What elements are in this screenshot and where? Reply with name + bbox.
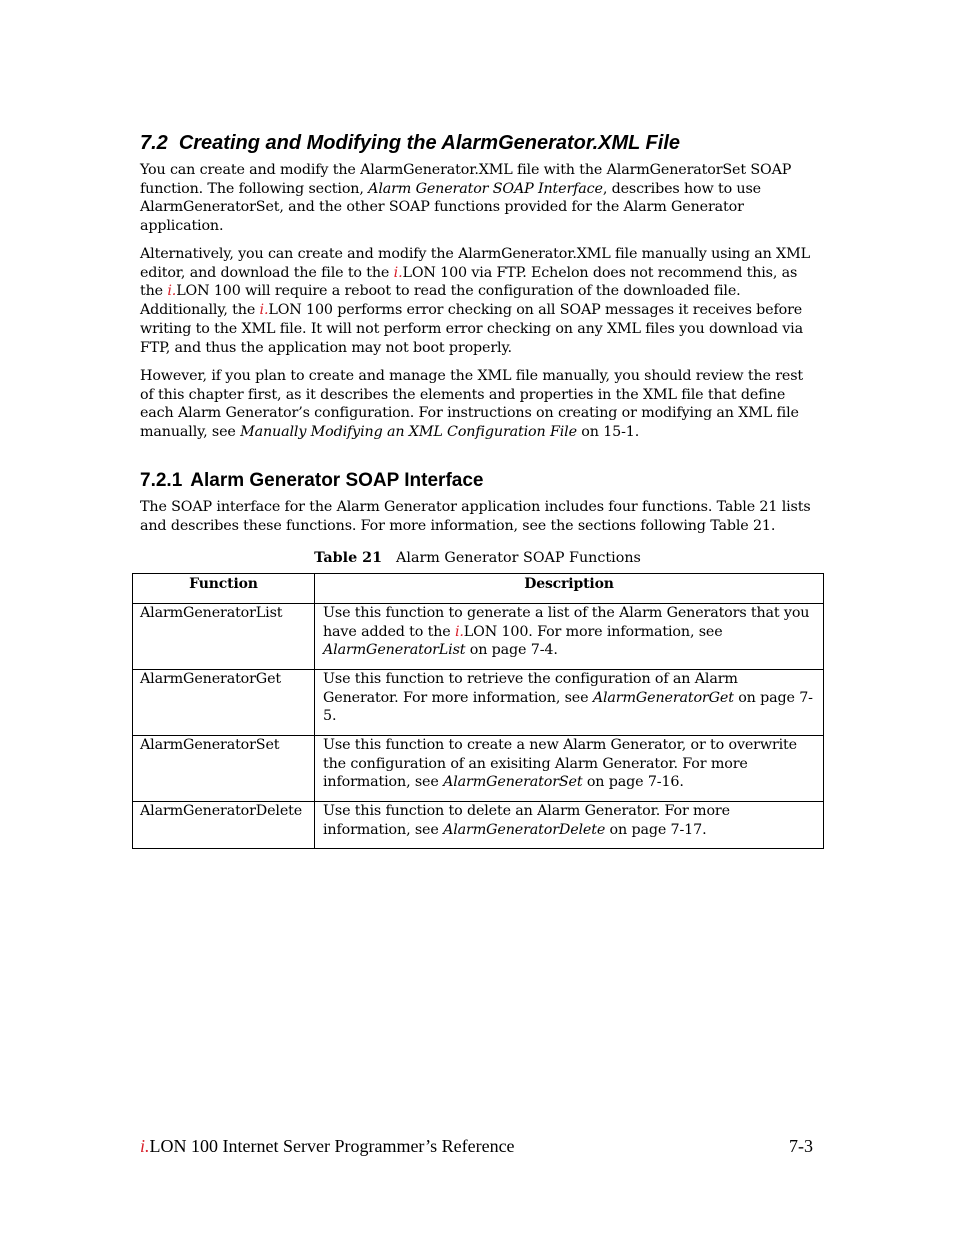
subsection-number: 7.2.1 bbox=[140, 470, 183, 491]
brand-prefix: i. bbox=[140, 1136, 150, 1156]
cross-reference: AlarmGeneratorList bbox=[323, 642, 466, 659]
column-header-function: Function bbox=[133, 574, 315, 604]
paragraph-manual bbox=[140, 367, 820, 442]
table-row bbox=[133, 670, 824, 736]
section-heading bbox=[140, 130, 680, 156]
cross-reference: AlarmGeneratorGet bbox=[592, 689, 734, 706]
description-cell bbox=[315, 802, 824, 849]
text-run: on page 7-17. bbox=[605, 821, 707, 838]
table-caption bbox=[132, 549, 823, 567]
description-cell bbox=[315, 670, 824, 736]
paragraph-alternative bbox=[140, 245, 820, 357]
page-number: 7-3 bbox=[789, 1136, 813, 1156]
table-label: Table 21 bbox=[314, 550, 383, 566]
brand-prefix: i. bbox=[393, 264, 403, 281]
text-run: However, if you plan to create and manage the XML file manually, you should review the rest of this chapter first, as it describes the elements and properties in the XML file that define each Alarm Generator’s configuration. For instructions on creating or modifying an XML file manually, see bbox=[140, 368, 804, 441]
footer-title bbox=[140, 1135, 515, 1157]
subsection-heading bbox=[140, 469, 483, 493]
table-header-row bbox=[133, 574, 824, 604]
paragraph-intro bbox=[140, 161, 820, 236]
table-row bbox=[133, 802, 824, 849]
section-number: 7.2 bbox=[140, 132, 168, 154]
function-name-cell: AlarmGeneratorDelete bbox=[133, 802, 315, 849]
text-run: LON 100. For more information, see bbox=[463, 623, 723, 640]
function-name-cell: AlarmGeneratorGet bbox=[133, 670, 315, 736]
cross-reference: AlarmGeneratorDelete bbox=[443, 821, 606, 838]
cross-reference: AlarmGeneratorSet bbox=[443, 774, 583, 791]
text-run: LON 100 via FTP. Echelon does not recommend this, as the bbox=[140, 264, 798, 300]
text-run: , describes how to use AlarmGeneratorSet, and the other SOAP functions provided for the Alarm Generator application. bbox=[140, 180, 761, 235]
text-run: Alternatively, you can create and modify the AlarmGenerator.XML file manually using an XML editor, and download the file to the bbox=[140, 246, 810, 281]
text-run: Use this function to create a new Alarm Generator, or to overwrite the configuration of an exisiting Alarm Generator. For more information, see bbox=[323, 737, 797, 791]
paragraph-soap-interface: The SOAP interface for the Alarm Generator application includes four functions. Table 21 lists and describes these functions. For more information, see the sections following Table 21. bbox=[140, 499, 811, 534]
brand-prefix: i. bbox=[259, 302, 269, 319]
footer-title-text: LON 100 Internet Server Programmer’s Reference bbox=[149, 1136, 515, 1156]
brand-prefix: i. bbox=[454, 623, 464, 640]
description-cell bbox=[315, 736, 824, 802]
table-row bbox=[133, 604, 824, 670]
text-run: Use this function to generate a list of the Alarm Generators that you have added to the bbox=[323, 605, 810, 640]
cross-reference: Alarm Generator SOAP Interface bbox=[368, 180, 603, 197]
soap-functions-table bbox=[132, 573, 824, 849]
text-run: on 15-1. bbox=[576, 424, 640, 441]
function-name-cell: AlarmGeneratorSet bbox=[133, 736, 315, 802]
text-run: on page 7-4. bbox=[465, 642, 558, 659]
description-cell bbox=[315, 604, 824, 670]
section-title: Creating and Modifying the AlarmGenerator.XML File bbox=[178, 132, 680, 154]
table-row bbox=[133, 736, 824, 802]
text-run: Use this function to delete an Alarm Generator. For more information, see bbox=[323, 803, 730, 838]
column-header-description: Description bbox=[315, 574, 824, 604]
text-run: Use this function to retrieve the configuration of an Alarm Generator. For more information, see bbox=[323, 671, 738, 706]
text-run: LON 100 performs error checking on all SOAP messages it receives before writing to the XML file. It will not perform error checking on any XML files you download via FTP, and thus the application may not boot properly. bbox=[140, 302, 803, 356]
subsection-title: Alarm Generator SOAP Interface bbox=[190, 470, 484, 491]
text-run: on page 7-16. bbox=[582, 774, 684, 791]
text-run: You can create and modify the AlarmGenerator.XML file with the AlarmGeneratorSet SOAP function. The following section, bbox=[140, 162, 792, 197]
text-run: LON 100 will require a reboot to read the configuration of the downloaded file. Additionally, the bbox=[140, 283, 741, 319]
table-caption-text: Alarm Generator SOAP Functions bbox=[396, 550, 641, 566]
page-footer bbox=[140, 1135, 813, 1157]
function-name-cell: AlarmGeneratorList bbox=[133, 604, 315, 670]
text-run: on page 7-5. bbox=[323, 689, 813, 725]
cross-reference: Manually Modifying an XML Configuration File bbox=[240, 424, 577, 441]
brand-prefix: i. bbox=[167, 283, 177, 300]
